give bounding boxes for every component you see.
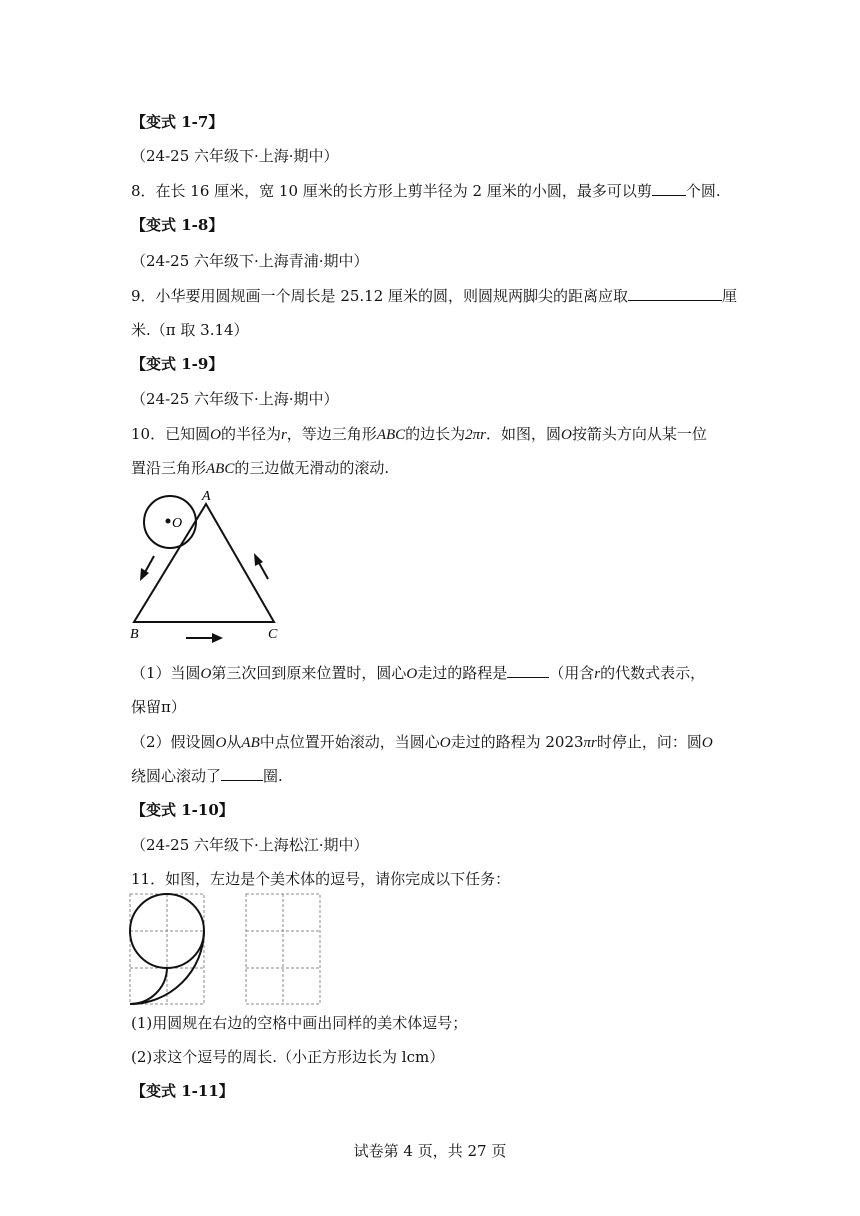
answer-blank	[507, 663, 549, 678]
empty-grid-figure[interactable]	[244, 892, 324, 1006]
label-a: A	[202, 489, 211, 504]
page-footer: 试卷第 4 页，共 27 页	[353, 1142, 507, 1160]
dashed-grid	[246, 894, 320, 1004]
question-10-part1: （1）当圆O第三次回到原来位置时，圆心O走过的路程是 （用含r的代数式表示，	[131, 664, 706, 682]
question-11-task2: (2)求这个逗号的周长.（小正方形边长为 lcm）	[131, 1048, 445, 1066]
source-note: （24-25 六年级下·上海·期中）	[131, 390, 339, 408]
answer-blank	[221, 766, 263, 781]
question-10-part2: （2）假设圆O从AB中点位置开始滚动，当圆心O走过的路程为 2023πr时停止，问：圆O	[131, 733, 713, 751]
label-o: O	[172, 516, 183, 531]
question-8: 8．在长 16 厘米，宽 10 厘米的长方形上剪半径为 2 厘米的小圆，最多可以剪 个圆.	[131, 182, 721, 200]
source-note: （24-25 六年级下·上海青浦·期中）	[131, 252, 369, 270]
question-10-part2-line2: 绕圆心滚动了 圈.	[131, 767, 283, 785]
source-note: （24-25 六年级下·上海松江·期中）	[131, 836, 369, 854]
question-9-line2: 米.（π 取 3.14）	[131, 321, 249, 339]
variant-heading: 【变式 1-8】	[131, 216, 224, 234]
question-10-line2: 置沿三角形ABC的三边做无滑动的滚动.	[131, 459, 390, 477]
triangle-circle-figure	[126, 484, 286, 644]
label-c: C	[268, 627, 278, 642]
comma-grid-figure	[128, 892, 208, 1006]
variant-heading: 【变式 1-10】	[131, 801, 234, 819]
source-note: （24-25 六年级下·上海·期中）	[131, 147, 339, 165]
question-10-part1-line2: 保留π）	[131, 698, 186, 716]
question-10: 10．已知圆O的半径为r，等边三角形ABC的边长为2πr．如图，圆O按箭头方向从某一位	[131, 425, 707, 443]
triangle-abc	[134, 504, 274, 622]
dashed-grid	[130, 894, 204, 1004]
arrow-left-side-icon	[140, 556, 154, 581]
label-b: B	[130, 627, 139, 642]
question-9: 9．小华要用圆规画一个周长是 25.12 厘米的圆，则圆规两脚尖的距离应取 厘	[131, 287, 738, 305]
center-dot	[166, 519, 171, 524]
answer-blank	[628, 286, 722, 301]
question-11-task1: (1)用圆规在右边的空格中画出同样的美术体逗号；	[131, 1014, 468, 1032]
answer-blank	[652, 181, 686, 196]
variant-heading: 【变式 1-7】	[131, 113, 224, 131]
variant-heading: 【变式 1-9】	[131, 355, 224, 373]
arrow-right-side-icon	[254, 553, 268, 579]
question-11: 11．如图，左边是个美术体的逗号，请你完成以下任务：	[131, 870, 511, 888]
arrow-bottom-icon	[186, 633, 223, 643]
variant-heading: 【变式 1-11】	[131, 1082, 234, 1100]
